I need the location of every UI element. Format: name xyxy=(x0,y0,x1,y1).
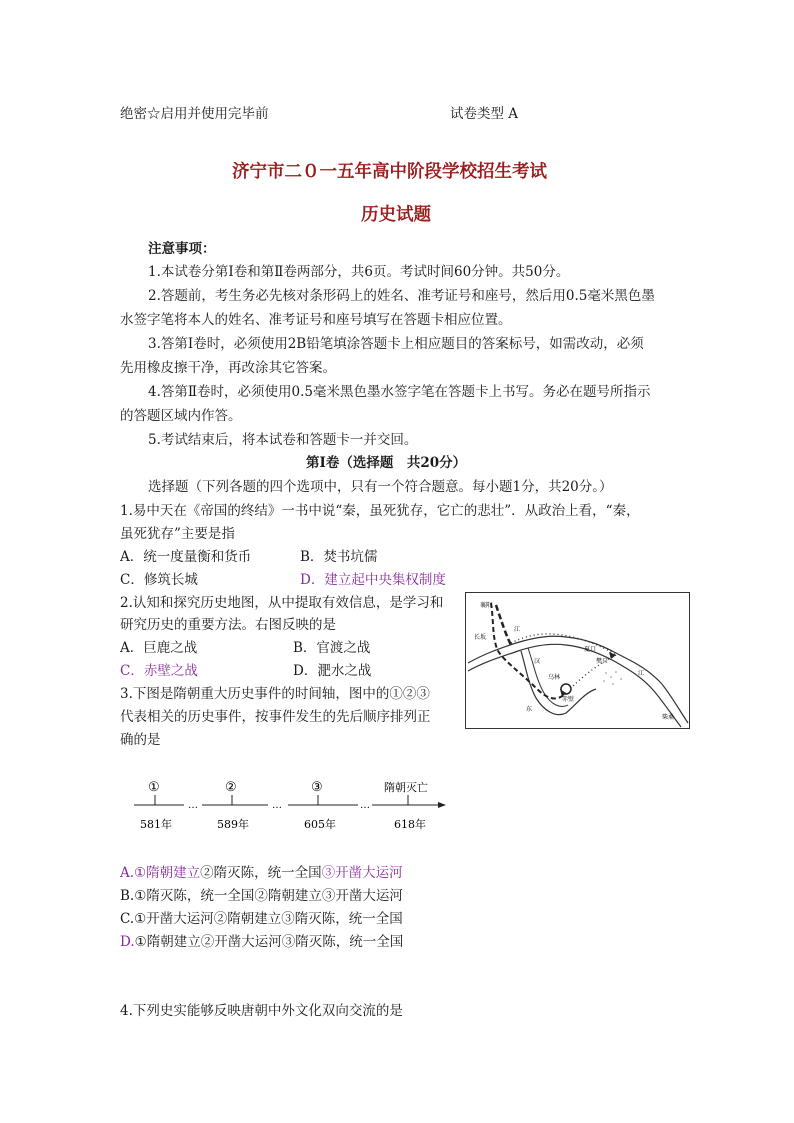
option-part: ②隋灭陈，统一全国 xyxy=(200,865,322,881)
exam-subtitle: 历史试题 xyxy=(361,205,431,225)
notice-item: 先用橡皮擦干净，再改涂其它答案。 xyxy=(120,360,336,376)
q2-option-c: C．赤壁之战 xyxy=(120,663,198,679)
section-heading: 第Ⅰ卷（选择题 共20分） xyxy=(306,455,467,471)
option-part: ①隋朝建立②开凿大运河③隋灭陈，统一全国 xyxy=(134,934,404,950)
q1-option-c: C．修筑长城 xyxy=(120,572,198,588)
question-1-stem: 1.易中天在《帝国的终结》一书中说“秦，虽死犹存，它亡的悲壮”．从政治上看，“秦， xyxy=(120,503,640,519)
timeline-mark: ③ xyxy=(311,780,323,795)
question-3-stem: 3.下图是隋朝重大历史事件的时间轴，图中的①②③ xyxy=(120,686,430,702)
timeline-year: 581年 xyxy=(140,818,172,831)
secret-label: 绝密☆启用并使用完毕前 xyxy=(120,106,269,122)
paper-type: 试卷类型 A xyxy=(450,106,519,122)
map-label: 乌林 xyxy=(548,674,561,681)
q2-option-d: D．淝水之战 xyxy=(293,663,372,679)
route-dotted xyxy=(571,655,616,688)
question-1-stem-cont: 虽死犹存”主要是指 xyxy=(120,526,235,542)
notice-item: 3.答第Ⅰ卷时，必须使用2B铅笔填涂答题卡上相应题目的答案标号，如需改动，必须 xyxy=(148,336,644,352)
q1-option-d: D．建立起中央集权制度 xyxy=(300,572,446,588)
lake-dots xyxy=(603,671,622,685)
option-letter: D. xyxy=(120,934,135,950)
battle-marker-icon xyxy=(561,684,571,694)
option-part: ③开凿大运河 xyxy=(321,865,403,881)
timeline xyxy=(128,778,458,838)
notice-item: 2.答题前，考生务必先核对条形码上的姓名、准考证号和座号，然后用0.5毫米黑色墨 xyxy=(148,288,655,304)
notice-item: 4.答第Ⅱ卷时，必须使用0.5毫米黑色墨水签字笔在答题卡上书写。务必在题号所指示 xyxy=(148,384,651,400)
question-2-stem-cont: 研究历史的重要方法。右图反映的是 xyxy=(120,617,336,633)
timeline-year: 589年 xyxy=(217,818,249,831)
map-label: 柴桑 xyxy=(662,714,675,721)
q3-option-a xyxy=(120,862,403,884)
notice-item: 1.本试卷分第Ⅰ卷和第Ⅱ卷两部分，共6页。考试时间60分钟。共50分。 xyxy=(148,264,570,280)
map-label: 长坂 xyxy=(474,634,487,641)
notice-item: 水签字笔将本人的姓名、准考证号和座号填写在答题卡相应位置。 xyxy=(120,312,512,328)
map-label: 江 xyxy=(638,670,645,677)
timeline-mark: ② xyxy=(225,780,237,795)
river-line xyxy=(468,644,681,727)
notice-heading: 注意事项： xyxy=(148,241,216,257)
battle-map-svg xyxy=(466,593,689,728)
question-3-stem-end: 确的是 xyxy=(120,732,161,748)
q2-option-a: A．巨鹿之战 xyxy=(120,640,198,656)
timeline-year: 605年 xyxy=(304,818,336,831)
map-label: 东 xyxy=(526,706,533,713)
q3-option-b: B.①隋灭陈，统一全国②隋朝建立③开凿大运河 xyxy=(120,888,403,904)
timeline-gap: … xyxy=(188,800,198,811)
timeline-year: 618年 xyxy=(394,818,426,831)
q1-option-b: B．焚书坑儒 xyxy=(300,549,378,565)
map-label: 赤壁 xyxy=(562,696,575,703)
question-3-stem-cont: 代表相关的历史事件，按事件发生的先后顺序排列正 xyxy=(120,709,431,725)
map-label: 樊口 xyxy=(596,658,609,665)
question-2-stem: 2.认知和探究历史地图，从中提取有效信息，是学习和 xyxy=(120,595,444,611)
q2-option-b: B．官渡之战 xyxy=(293,640,371,656)
timeline-gap: … xyxy=(272,800,282,811)
timeline-mark: 隋朝灭亡 xyxy=(384,781,428,794)
timeline-svg xyxy=(128,778,458,838)
map-label: 襄阳 xyxy=(480,602,493,609)
notice-item: 5.考试结束后，将本试卷和答题卡一并交回。 xyxy=(148,432,418,448)
timeline-gap: … xyxy=(360,800,370,811)
river-line xyxy=(468,636,688,723)
route-dashed xyxy=(496,605,511,645)
map-label: 夏口 xyxy=(584,646,597,653)
section-instructions: 选择题（下列各题的四个选项中，只有一个符合题意。每小题1分，共20分。） xyxy=(148,479,613,495)
option-letter: A. xyxy=(120,865,135,881)
timeline-mark: ① xyxy=(148,780,160,795)
option-part: ①隋朝建立 xyxy=(134,865,201,881)
map-label: 汉 xyxy=(534,658,541,665)
question-4-stem: 4.下列史实能够反映唐朝中外文化双向交流的是 xyxy=(120,1003,403,1019)
q1-option-a: A．统一度量衡和货币 xyxy=(120,549,252,565)
exam-title: 济宁市二０一五年高中阶段学校招生考试 xyxy=(232,162,547,182)
battle-map xyxy=(465,592,690,729)
timeline-arrow-icon xyxy=(438,802,446,808)
q3-option-d xyxy=(120,931,403,953)
q3-option-c: C.①开凿大运河②隋朝建立③隋灭陈，统一全国 xyxy=(120,911,403,927)
notice-item: 的答题区域内作答。 xyxy=(120,408,242,424)
map-label: 江 xyxy=(514,626,521,633)
